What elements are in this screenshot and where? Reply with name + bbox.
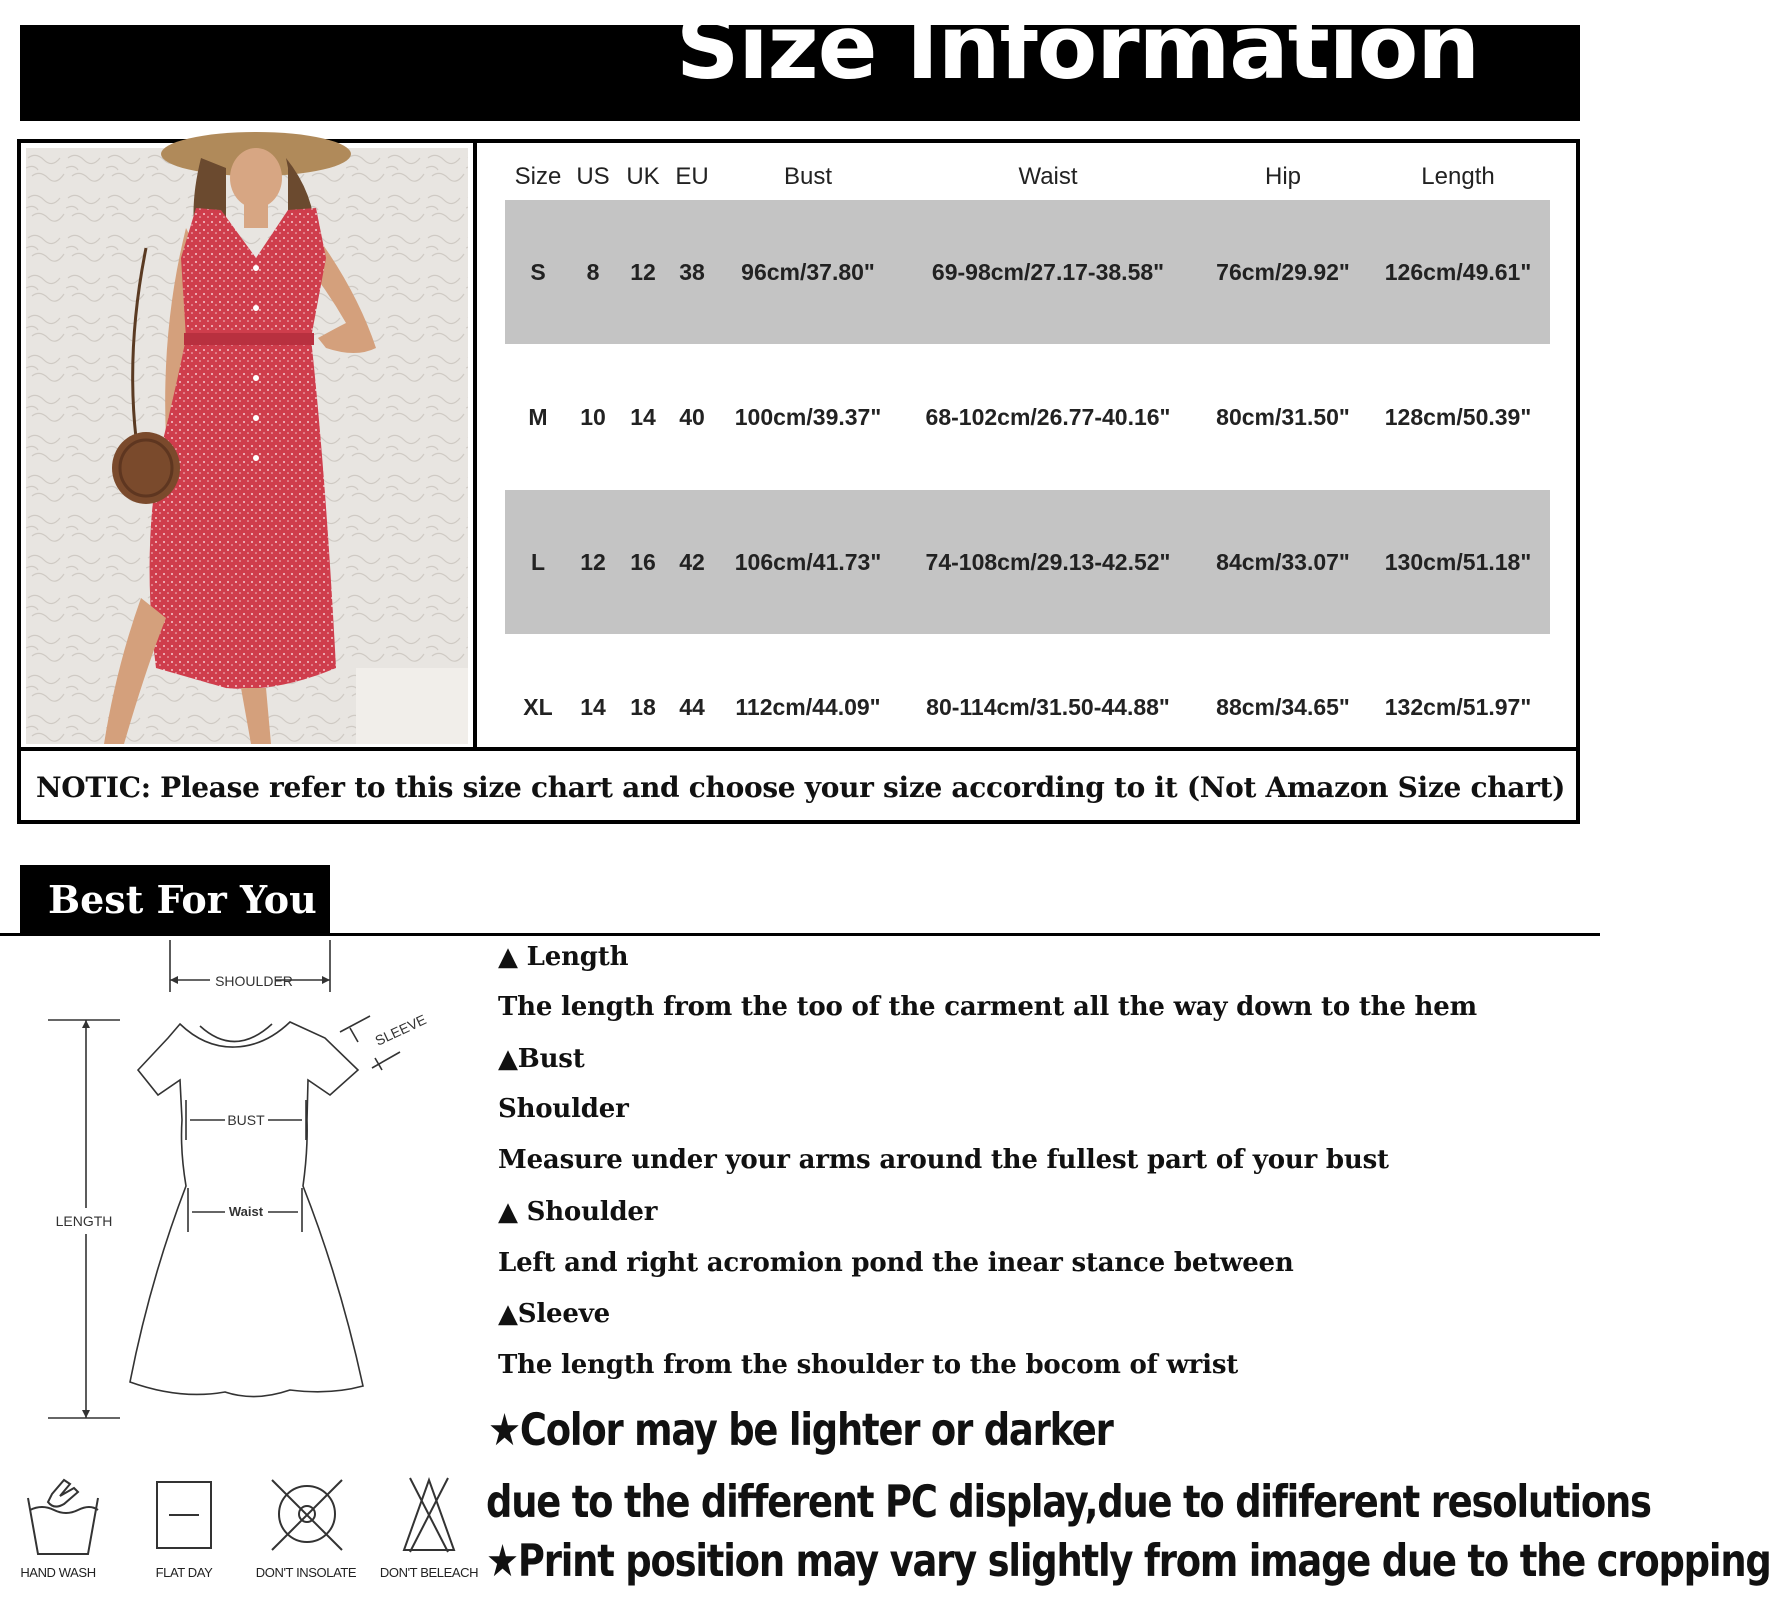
measurement-diagram xyxy=(40,950,440,1430)
cell-bust: 96cm/37.80" xyxy=(741,259,875,285)
note-color: ★Color may be lighter or darker xyxy=(488,1404,1113,1456)
col-header-bust: Bust xyxy=(783,163,833,190)
cell-length: 128cm/50.39" xyxy=(1384,404,1532,430)
do-not-bleach-label: DON'T BELEACH xyxy=(379,1565,479,1580)
cell-waist: 68-102cm/26.77-40.16" xyxy=(925,404,1171,430)
desc-length-heading: ▲ Length xyxy=(498,942,629,972)
diagram-label-bust: BUST xyxy=(227,1112,265,1128)
cell-hip: 88cm/34.65" xyxy=(1216,694,1350,720)
cell-uk: 14 xyxy=(630,404,656,430)
cell-uk: 18 xyxy=(630,694,656,720)
col-header-eu: EU xyxy=(675,163,709,190)
cell-us: 8 xyxy=(586,259,600,285)
cell-size: S xyxy=(530,259,546,285)
col-header-uk: UK xyxy=(626,163,660,190)
section-divider xyxy=(0,933,1600,936)
cell-length: 126cm/49.61" xyxy=(1384,259,1532,285)
col-header-waist: Waist xyxy=(1018,163,1078,190)
diagram-label-length: LENGTH xyxy=(55,1213,113,1229)
cell-us: 10 xyxy=(580,404,606,430)
cell-us: 12 xyxy=(580,549,606,575)
cell-hip: 80cm/31.50" xyxy=(1216,404,1350,430)
col-header-size: Size xyxy=(514,163,562,190)
cell-waist: 69-98cm/27.17-38.58" xyxy=(931,259,1165,285)
flat-dry-label: FLAT DAY xyxy=(155,1565,213,1580)
page-title: Size Information xyxy=(676,0,1480,99)
col-header-us: US xyxy=(576,163,610,190)
do-not-insolate-label: DON'T INSOLATE xyxy=(255,1565,357,1580)
hand-wash-label: HAND WASH xyxy=(20,1565,96,1580)
cell-us: 14 xyxy=(580,694,606,720)
desc-bust-subheading: Shoulder xyxy=(498,1094,629,1124)
desc-shoulder-text: Left and right acromion pond the inear stance between xyxy=(498,1248,1294,1278)
cell-uk: 16 xyxy=(630,549,656,575)
cell-bust: 112cm/44.09" xyxy=(735,694,881,720)
cell-length: 130cm/51.18" xyxy=(1384,549,1532,575)
cell-eu: 44 xyxy=(679,694,705,720)
desc-sleeve-heading: ▲Sleeve xyxy=(498,1299,610,1329)
diagram-label-waist: Waist xyxy=(228,1204,264,1219)
desc-length-text: The length from the too of the carment all the way down to the hem xyxy=(498,992,1477,1022)
product-photo xyxy=(26,148,468,744)
cell-eu: 42 xyxy=(679,549,705,575)
cell-eu: 38 xyxy=(679,259,705,285)
cell-bust: 100cm/39.37" xyxy=(734,404,882,430)
cell-hip: 84cm/33.07" xyxy=(1216,549,1350,575)
col-header-length: Length xyxy=(1421,163,1495,190)
col-header-hip: Hip xyxy=(1264,163,1301,190)
cell-size: L xyxy=(530,549,546,575)
desc-sleeve-text: The length from the shoulder to the bocom of wrist xyxy=(498,1350,1239,1380)
cell-length: 132cm/51.97" xyxy=(1384,694,1532,720)
cell-uk: 12 xyxy=(630,259,656,285)
cell-waist: 80-114cm/31.50-44.88" xyxy=(926,694,1170,720)
desc-bust-text: Measure under your arms around the fullest part of your bust xyxy=(498,1145,1389,1175)
diagram-label-shoulder: SHOULDER xyxy=(215,973,293,989)
best-for-you-heading: Best For You xyxy=(48,877,317,922)
diagram-label-sleeve: SLEEVE xyxy=(372,1011,429,1049)
cell-waist: 74-108cm/29.13-42.52" xyxy=(925,549,1171,575)
desc-shoulder-heading: ▲ Shoulder xyxy=(498,1197,658,1227)
cell-eu: 40 xyxy=(679,404,705,430)
cell-hip: 76cm/29.92" xyxy=(1216,259,1350,285)
cell-bust: 106cm/41.73" xyxy=(734,549,882,575)
notice-text: NOTIC: Please refer to this size chart and choose your size according to it (Not Amazon Size chart) xyxy=(36,771,1566,804)
cell-size: M xyxy=(528,404,548,430)
desc-bust-heading: ▲Bust xyxy=(498,1044,585,1074)
note-display: due to the different PC display,due to dififerent resolutions xyxy=(486,1476,1651,1528)
note-print-position: ★Print position may vary slightly from image due to the cropping xyxy=(486,1535,1771,1587)
cell-size: XL xyxy=(523,694,553,720)
